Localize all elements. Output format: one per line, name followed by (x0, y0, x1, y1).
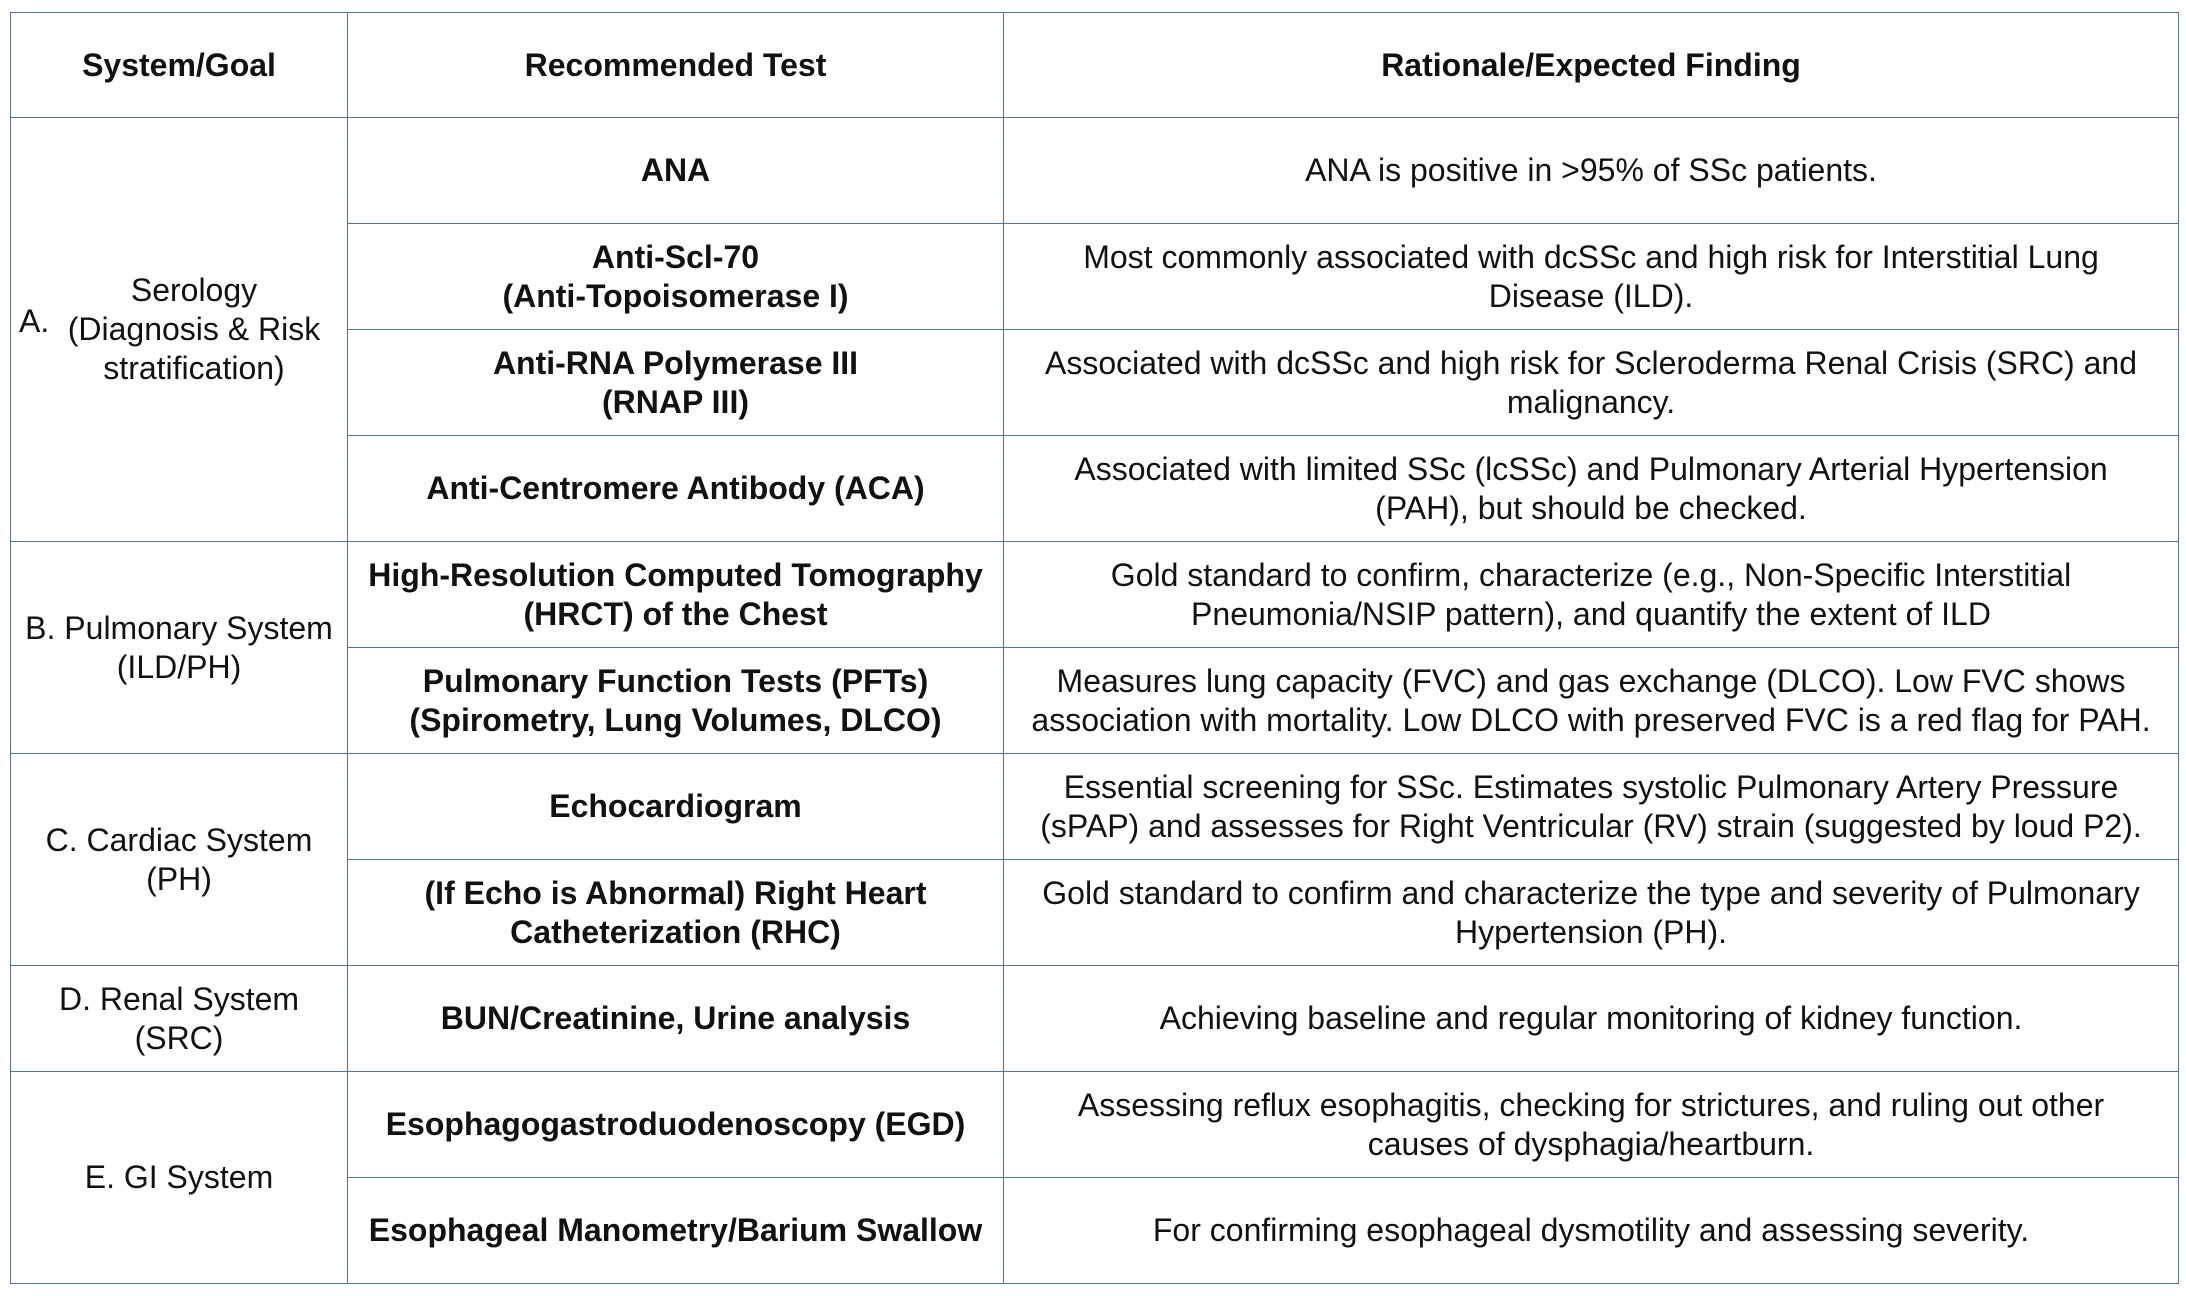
rationale-line: Measures lung capacity (FVC) and gas exchange (DLCO). Low FVC shows (1056, 662, 2126, 699)
rationale-line: ANA is positive in >95% of SSc patients. (1305, 152, 1877, 188)
test-line: BUN/Creatinine, Urine analysis (440, 1000, 911, 1036)
system-cardiac-line: (PH) (146, 860, 212, 897)
rationale-line: Hypertension (PH). (1454, 913, 1728, 950)
test-line: Catheterization (RHC) (510, 913, 841, 950)
rationale-line: Pneumonia/NSIP pattern), and quantify the extent of ILD (1191, 595, 1991, 632)
rationale-cell (1004, 966, 2179, 1072)
test-cell (348, 1072, 1004, 1178)
test-cell (348, 754, 1004, 860)
test-line: Esophageal Manometry/Barium Swallow (368, 1212, 983, 1248)
rationale-cell (1004, 1178, 2179, 1284)
test-cell (348, 860, 1004, 966)
system-pulmonary-line: (ILD/PH) (116, 648, 242, 685)
test-cell (348, 1178, 1004, 1284)
rationale-line: association with mortality. Low DLCO with preserved FVC is a red flag for PAH. (1031, 701, 2151, 738)
test-line: (RNAP III) (602, 383, 749, 420)
rationale-line: Assessing reflux esophagitis, checking for strictures, and ruling out other (1077, 1086, 2105, 1123)
system-gi-line: E. GI System (84, 1159, 274, 1195)
rationale-line: Gold standard to confirm and characterize the type and severity of Pulmonary (1042, 874, 2140, 911)
rationale-line: Associated with dcSSc and high risk for Scleroderma Renal Crisis (SRC) and (1045, 344, 2137, 381)
ssc-workup-table (10, 12, 2179, 1284)
test-line: Anti-Scl-70 (591, 238, 760, 275)
table-row (11, 118, 2179, 224)
header-recommended-test: Recommended Test (348, 13, 1004, 118)
system-serology-line: (Diagnosis & Risk (67, 311, 321, 347)
test-cell (348, 966, 1004, 1072)
system-renal (11, 966, 348, 1072)
system-serology-letter: A. (19, 302, 50, 339)
rationale-cell (1004, 436, 2179, 542)
rationale-line: For confirming esophageal dysmotility and assessing severity. (1152, 1212, 2030, 1248)
rationale-line: Essential screening for SSc. Estimates systolic Pulmonary Artery Pressure (1063, 768, 2119, 805)
test-line: (Anti-Topoisomerase I) (502, 277, 849, 314)
test-cell (348, 648, 1004, 754)
rationale-line: Associated with limited SSc (lcSSc) and Pulmonary Arterial Hypertension (1074, 450, 2108, 487)
system-serology (11, 118, 348, 542)
test-line: Anti-Centromere Antibody (ACA) (426, 470, 925, 506)
header-row (11, 13, 2179, 118)
header-rationale: Rationale/Expected Finding (1004, 13, 2179, 118)
test-line: Echocardiogram (549, 788, 802, 824)
system-pulmonary-line: B. Pulmonary System (25, 609, 333, 646)
test-cell (348, 330, 1004, 436)
system-cardiac (11, 754, 348, 966)
table-row (11, 966, 2179, 1072)
rationale-cell (1004, 860, 2179, 966)
test-line: ANA (640, 152, 711, 188)
test-cell (348, 224, 1004, 330)
rationale-cell (1004, 330, 2179, 436)
system-gi (11, 1072, 348, 1284)
rationale-line: causes of dysphagia/heartburn. (1367, 1125, 1815, 1162)
system-serology-line: stratification) (103, 350, 285, 386)
system-serology-line: Serology (130, 272, 258, 308)
rationale-cell (1004, 542, 2179, 648)
rationale-line: malignancy. (1506, 383, 1676, 420)
system-pulmonary (11, 542, 348, 754)
test-line: Esophagogastroduodenoscopy (EGD) (385, 1106, 966, 1142)
test-line: High-Resolution Computed Tomography (368, 556, 983, 593)
table-row (11, 542, 2179, 648)
test-cell (348, 542, 1004, 648)
system-cardiac-line: C. Cardiac System (45, 821, 313, 858)
test-line: (Spirometry, Lung Volumes, DLCO) (409, 701, 942, 738)
rationale-line: Achieving baseline and regular monitoring of kidney function. (1159, 1000, 2023, 1036)
test-cell (348, 118, 1004, 224)
rationale-line: Gold standard to confirm, characterize (e.g., Non-Specific Interstitial (1110, 556, 2072, 593)
test-line: Anti-RNA Polymerase III (492, 344, 859, 381)
test-cell (348, 436, 1004, 542)
rationale-cell (1004, 754, 2179, 860)
rationale-cell (1004, 1072, 2179, 1178)
system-renal-line: (SRC) (134, 1019, 224, 1056)
header-system-goal: System/Goal (11, 13, 348, 118)
rationale-line: Most commonly associated with dcSSc and high risk for Interstitial Lung (1083, 238, 2099, 275)
rationale-line: Disease (ILD). (1488, 277, 1694, 314)
rationale-cell (1004, 224, 2179, 330)
test-line: Pulmonary Function Tests (PFTs) (422, 662, 929, 699)
rationale-line: (sPAP) and assesses for Right Ventricular (RV) strain (suggested by loud P2). (1040, 807, 2142, 844)
rationale-cell (1004, 118, 2179, 224)
test-line: (If Echo is Abnormal) Right Heart (424, 874, 927, 911)
table-row (11, 754, 2179, 860)
table-row (11, 1072, 2179, 1178)
system-renal-line: D. Renal System (58, 980, 300, 1017)
rationale-line: (PAH), but should be checked. (1375, 489, 1807, 526)
rationale-cell (1004, 648, 2179, 754)
test-line: (HRCT) of the Chest (523, 595, 828, 632)
